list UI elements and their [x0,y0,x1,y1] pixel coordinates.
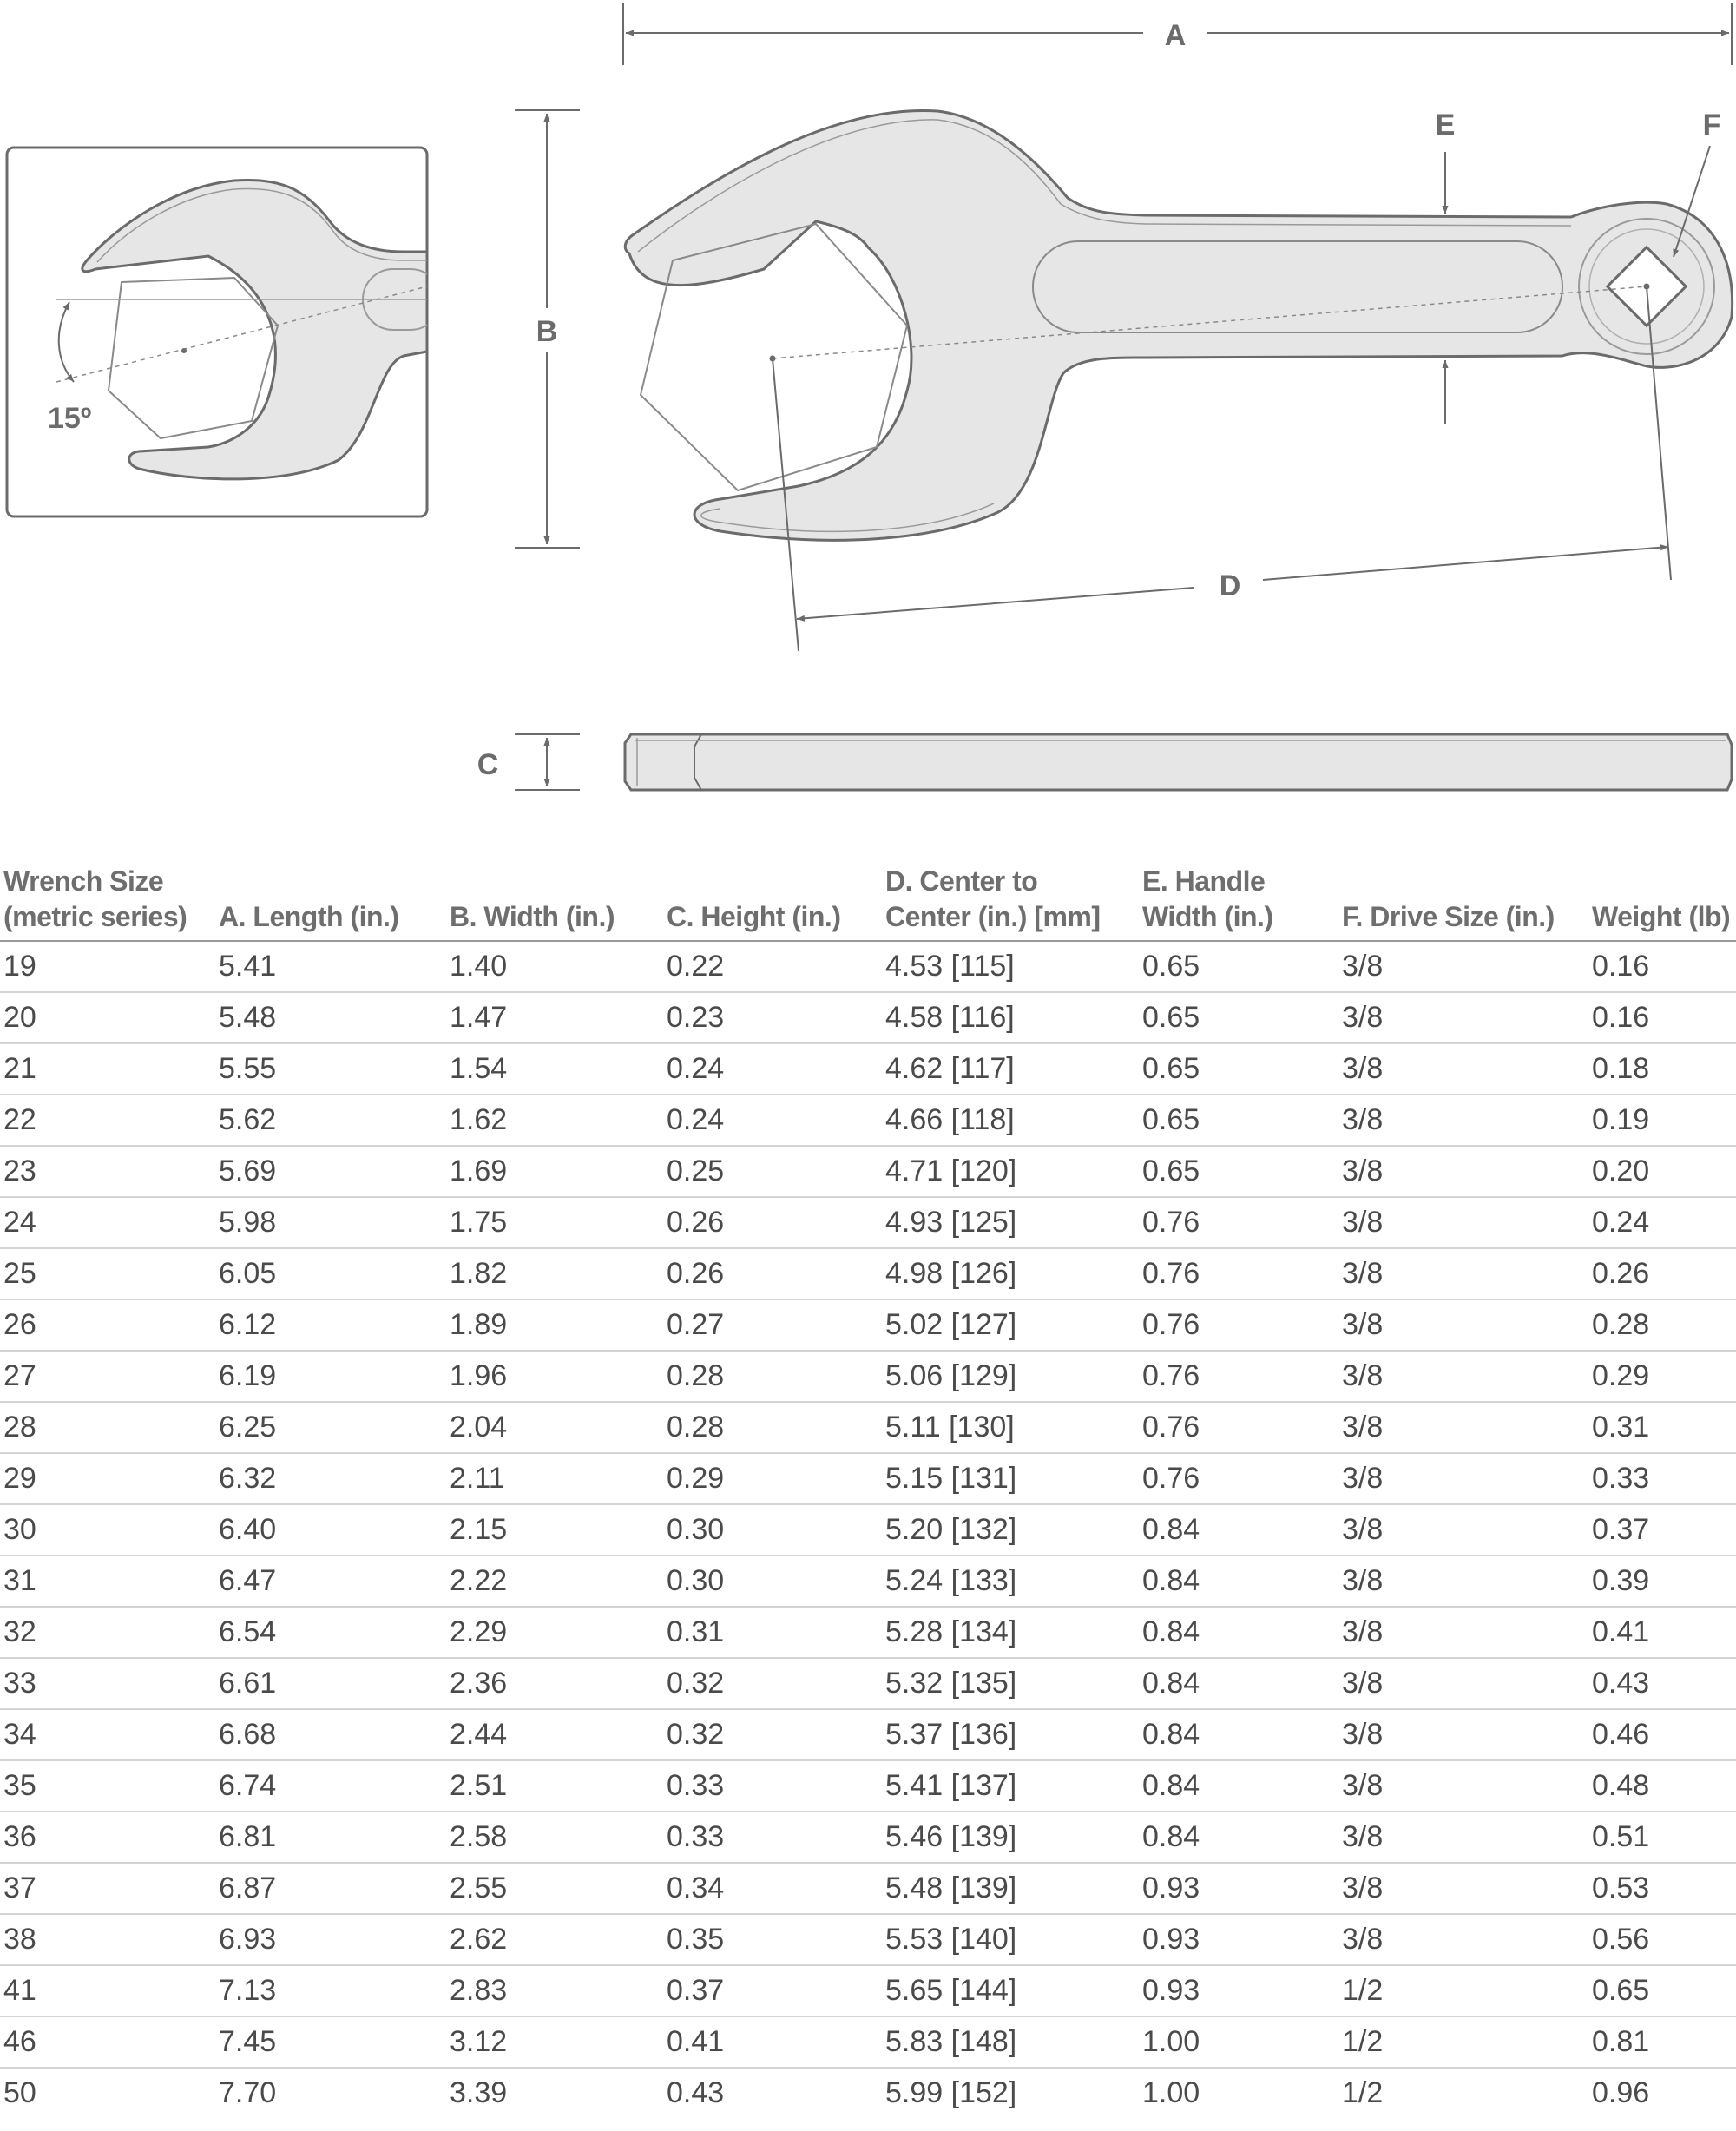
column-header-drive-size [1338,864,1588,941]
cell-length: 6.12 [215,1299,446,1351]
column-header-line: (metric series) [3,901,187,932]
cell-height: 0.31 [663,1607,882,1658]
cell-length: 5.98 [215,1197,446,1248]
column-header-weight [1588,864,1736,941]
cell-handle-width: 0.76 [1139,1453,1338,1504]
cell-width: 1.62 [446,1095,663,1146]
cell-length: 6.32 [215,1453,446,1504]
cell-drive-size: 3/8 [1338,992,1588,1043]
cell-width: 2.58 [446,1812,663,1863]
cell-weight: 0.53 [1588,1863,1736,1914]
cell-weight: 0.16 [1588,992,1736,1043]
cell-height: 0.30 [663,1555,882,1607]
cell-center-to-center: 5.28 [134] [882,1607,1139,1658]
cell-weight: 0.16 [1588,941,1736,992]
cell-drive-size: 3/8 [1338,941,1588,992]
cell-wrench-size: 33 [0,1658,215,1709]
cell-width: 1.54 [446,1043,663,1095]
cell-handle-width: 0.84 [1139,1760,1338,1812]
cell-width: 1.96 [446,1351,663,1402]
table-row [0,1914,1736,1965]
cell-height: 0.22 [663,941,882,992]
cell-center-to-center: 5.41 [137] [882,1760,1139,1812]
cell-center-to-center: 5.06 [129] [882,1351,1139,1402]
cell-wrench-size: 37 [0,1863,215,1914]
cell-length: 5.62 [215,1095,446,1146]
cell-handle-width: 1.00 [1139,2016,1338,2068]
cell-handle-width: 0.65 [1139,992,1338,1043]
table-row [0,1248,1736,1299]
cell-handle-width: 0.65 [1139,941,1338,992]
dim-d-label: D [1219,569,1241,602]
cell-center-to-center: 5.48 [139] [882,1863,1139,1914]
cell-handle-width: 0.76 [1139,1351,1338,1402]
dim-e-label: E [1435,109,1456,141]
cell-width: 3.12 [446,2016,663,2068]
cell-length: 7.45 [215,2016,446,2068]
table-row [0,1351,1736,1402]
cell-height: 0.43 [667,2076,725,2109]
cell-drive-size: 3/8 [1338,1299,1588,1351]
cell-length: 6.93 [215,1914,446,1965]
cell-length: 6.05 [215,1248,446,1299]
cell-handle-width: 0.65 [1139,1043,1338,1095]
column-header-wrench-size [0,864,215,941]
cell-length: 6.40 [215,1504,446,1555]
dimension-a [623,3,1732,65]
cell-center-to-center: 4.53 [115] [882,941,1139,992]
cell-width: 2.51 [446,1760,663,1812]
inset-offset-detail [7,148,441,516]
cell-drive-size: 3/8 [1338,1351,1588,1402]
cell-height: 0.28 [663,1402,882,1453]
cell-weight: 0.48 [1588,1760,1736,1812]
cell-center-to-center: 5.53 [140] [882,1914,1139,1965]
cell-center-to-center: 5.46 [139] [882,1812,1139,1863]
cell-width: 2.04 [446,1402,663,1453]
cell-drive-size: 3/8 [1338,1095,1588,1146]
cell-wrench-size: 50 [3,2076,36,2109]
cell-width: 2.15 [446,1504,663,1555]
cell-weight: 0.41 [1588,1607,1736,1658]
cell-wrench-size: 34 [0,1709,215,1760]
column-header-line: Width (in.) [1142,901,1273,932]
cell-length: 6.25 [215,1402,446,1453]
table-row [0,1965,1736,2016]
cell-wrench-size: 30 [0,1504,215,1555]
cell-drive-size: 3/8 [1338,1504,1588,1555]
cell-weight: 0.26 [1588,1248,1736,1299]
cell-center-to-center: 5.15 [131] [882,1453,1139,1504]
cell-width: 2.44 [446,1709,663,1760]
cell-length: 6.61 [215,1658,446,1709]
cell-width: 1.75 [446,1197,663,1248]
cell-length: 7.70 [219,2076,277,2109]
cell-wrench-size: 19 [0,941,215,992]
cell-width: 1.40 [446,941,663,992]
cell-weight: 0.46 [1588,1709,1736,1760]
table-row [0,1453,1736,1504]
cell-handle-width: 0.93 [1139,1914,1338,1965]
cell-width: 1.82 [446,1248,663,1299]
cell-drive-size: 3/8 [1338,1248,1588,1299]
dim-a-label: A [1164,19,1187,52]
table-row [0,1863,1736,1914]
cell-width: 3.39 [450,2076,508,2109]
cell-handle-width: 0.84 [1139,1812,1338,1863]
cell-height: 0.26 [663,1197,882,1248]
cell-center-to-center: 5.11 [130] [882,1402,1139,1453]
cell-width: 1.47 [446,992,663,1043]
cell-wrench-size: 24 [0,1197,215,1248]
table-row [0,1504,1736,1555]
cell-height: 0.37 [663,1965,882,2016]
cell-drive-size: 3/8 [1338,1607,1588,1658]
cell-drive-size: 1/2 [1338,2016,1588,2068]
cell-center-to-center: 5.32 [135] [882,1658,1139,1709]
cell-handle-width: 0.76 [1139,1197,1338,1248]
column-header-line: C. Height (in.) [667,901,841,932]
table-row [0,1043,1736,1095]
cell-drive-size: 3/8 [1338,1914,1588,1965]
cell-weight: 0.65 [1588,1965,1736,2016]
wrench-spec-table [0,864,1736,2118]
column-header-line: Weight (lb) [1592,901,1731,932]
wrench-body [625,110,1732,540]
cell-weight: 0.39 [1588,1555,1736,1607]
cell-handle-width: 1.00 [1142,2076,1200,2109]
column-header-line: A. Length (in.) [219,901,399,932]
cell-weight: 0.29 [1588,1351,1736,1402]
cell-length: 6.74 [215,1760,446,1812]
cell-width: 2.29 [446,1607,663,1658]
cell-drive-size: 3/8 [1338,1863,1588,1914]
cell-handle-width: 0.84 [1139,1555,1338,1607]
cell-wrench-size: 23 [0,1146,215,1197]
table-row [0,1197,1736,1248]
table-header [0,864,1736,941]
cell-length: 5.55 [215,1043,446,1095]
cell-center-to-center: 4.93 [125] [882,1197,1139,1248]
cell-handle-width: 0.84 [1139,1504,1338,1555]
cell-height: 0.34 [663,1863,882,1914]
cell-length: 5.69 [215,1146,446,1197]
dim-f-label: F [1702,109,1721,141]
column-header-center-to-center [882,864,1139,941]
cell-wrench-size: 28 [0,1402,215,1453]
cell-height: 0.27 [663,1299,882,1351]
cell-width: 2.22 [446,1555,663,1607]
cell-center-to-center: 4.58 [116] [882,992,1139,1043]
table-row [0,1555,1736,1607]
table-row [0,1709,1736,1760]
cell-length: 6.19 [215,1351,446,1402]
column-header-handle-width [1139,864,1338,941]
cell-weight: 0.37 [1588,1504,1736,1555]
cell-wrench-size: 21 [0,1043,215,1095]
cell-length: 6.68 [215,1709,446,1760]
table-row [0,1095,1736,1146]
cell-center-to-center: 4.66 [118] [882,1095,1139,1146]
table-row [0,1607,1736,1658]
cell-drive-size: 3/8 [1338,1453,1588,1504]
cell-weight: 0.20 [1588,1146,1736,1197]
cell-handle-width: 0.84 [1139,1658,1338,1709]
table-header-row [0,864,1736,941]
cell-width: 1.89 [446,1299,663,1351]
cell-height: 0.30 [663,1504,882,1555]
cell-handle-width: 0.76 [1139,1402,1338,1453]
cell-wrench-size: 35 [0,1760,215,1812]
cell-height: 0.23 [663,992,882,1043]
dimension-b [515,110,580,548]
table-row [0,2016,1736,2068]
cell-wrench-size: 27 [0,1351,215,1402]
cell-center-to-center: 5.83 [148] [882,2016,1139,2068]
cell-drive-size: 3/8 [1338,1812,1588,1863]
dim-d-line-left [797,588,1194,619]
cell-handle-width: 0.65 [1139,1095,1338,1146]
cell-length: 7.13 [215,1965,446,2016]
cell-wrench-size: 31 [0,1555,215,1607]
cell-drive-size: 1/2 [1338,1965,1588,2016]
column-header-height [663,864,882,941]
cell-width: 2.62 [446,1914,663,1965]
table-row [0,1402,1736,1453]
dim-d-line-right [1263,547,1668,580]
cell-center-to-center: 4.71 [120] [882,1146,1139,1197]
cell-handle-width: 0.84 [1139,1709,1338,1760]
table-row [0,941,1736,992]
cell-wrench-size: 32 [0,1607,215,1658]
wrench-top-view [625,110,1732,540]
cell-height: 0.28 [663,1351,882,1402]
cell-drive-size: 3/8 [1338,1555,1588,1607]
cell-width: 2.83 [446,1965,663,2016]
cell-center-to-center: 5.65 [144] [882,1965,1139,2016]
cell-width: 2.55 [446,1863,663,1914]
cell-wrench-size: 22 [0,1095,215,1146]
dim-c-label: C [477,748,499,781]
table-row [0,1658,1736,1709]
cell-center-to-center: 5.02 [127] [882,1299,1139,1351]
table-row [0,1299,1736,1351]
cell-height: 0.24 [663,1043,882,1095]
cell-weight: 0.51 [1588,1812,1736,1863]
dim-b-label: B [536,315,558,348]
cell-handle-width: 0.76 [1139,1248,1338,1299]
cell-center-to-center: 4.62 [117] [882,1043,1139,1095]
table-row [0,1812,1736,1863]
cell-weight: 0.24 [1588,1197,1736,1248]
cell-length: 6.54 [215,1607,446,1658]
cell-height: 0.33 [663,1812,882,1863]
cell-drive-size: 3/8 [1338,1197,1588,1248]
cell-wrench-size: 20 [0,992,215,1043]
cell-height: 0.32 [663,1709,882,1760]
cell-center-to-center: 5.20 [132] [882,1504,1139,1555]
cell-wrench-size: 38 [0,1914,215,1965]
cell-drive-size: 3/8 [1338,1760,1588,1812]
wrench-dimension-diagram [0,0,1736,833]
inset-center-point [181,348,187,353]
table-row [0,2068,1736,2118]
cell-wrench-size: 29 [0,1453,215,1504]
table-row [0,1146,1736,1197]
cell-drive-size: 3/8 [1338,1658,1588,1709]
cell-handle-width: 0.76 [1139,1299,1338,1351]
table-row [0,992,1736,1043]
column-header-line: Center (in.) [mm] [885,901,1101,932]
column-header-line: B. Width (in.) [450,901,615,932]
cell-height: 0.26 [663,1248,882,1299]
cell-length: 6.47 [215,1555,446,1607]
inset-angle-label: 15º [48,402,92,435]
cell-drive-size: 3/8 [1338,1043,1588,1095]
cell-weight: 0.31 [1588,1402,1736,1453]
cell-height: 0.35 [663,1914,882,1965]
cell-length: 6.81 [215,1812,446,1863]
cell-handle-width: 0.84 [1139,1607,1338,1658]
cell-handle-width: 0.93 [1139,1863,1338,1914]
table-row [0,1760,1736,1812]
cell-wrench-size: 46 [0,2016,215,2068]
column-header-line: Wrench Size [3,865,164,897]
cell-weight: 0.19 [1588,1095,1736,1146]
cell-height: 0.33 [663,1760,882,1812]
cell-height: 0.41 [663,2016,882,2068]
cell-weight: 0.56 [1588,1914,1736,1965]
cell-height: 0.25 [663,1146,882,1197]
table-body [0,941,1736,2118]
cell-drive-size: 1/2 [1342,2076,1384,2109]
cell-wrench-size: 26 [0,1299,215,1351]
column-header-line: F. Drive Size (in.) [1342,901,1555,932]
wrench-side-view [477,734,1732,790]
cell-weight: 0.96 [1592,2076,1650,2109]
cell-center-to-center: 5.24 [133] [882,1555,1139,1607]
cell-center-to-center: 5.37 [136] [882,1709,1139,1760]
cell-drive-size: 3/8 [1338,1146,1588,1197]
cell-drive-size: 3/8 [1338,1402,1588,1453]
cell-height: 0.24 [663,1095,882,1146]
cell-weight: 0.28 [1588,1299,1736,1351]
column-header-length [215,864,446,941]
cell-wrench-size: 36 [0,1812,215,1863]
cell-handle-width: 0.93 [1139,1965,1338,2016]
cell-height: 0.29 [663,1453,882,1504]
cell-wrench-size: 25 [0,1248,215,1299]
cell-weight: 0.81 [1588,2016,1736,2068]
cell-width: 2.11 [446,1453,663,1504]
column-header-width [446,864,663,941]
column-header-line: E. Handle [1142,865,1266,897]
cell-center-to-center: 5.99 [152] [885,2076,1017,2109]
cell-handle-width: 0.65 [1139,1146,1338,1197]
cell-weight: 0.43 [1588,1658,1736,1709]
cell-weight: 0.18 [1588,1043,1736,1095]
cell-drive-size: 3/8 [1338,1709,1588,1760]
cell-center-to-center: 4.98 [126] [882,1248,1139,1299]
cell-width: 1.69 [446,1146,663,1197]
cell-width: 2.36 [446,1658,663,1709]
cell-length: 5.41 [215,941,446,992]
side-profile [625,734,1732,790]
cell-length: 6.87 [215,1863,446,1914]
column-header-line: D. Center to [885,865,1038,897]
cell-wrench-size: 41 [0,1965,215,2016]
cell-length: 5.48 [215,992,446,1043]
cell-weight: 0.33 [1588,1453,1736,1504]
cell-height: 0.32 [663,1658,882,1709]
